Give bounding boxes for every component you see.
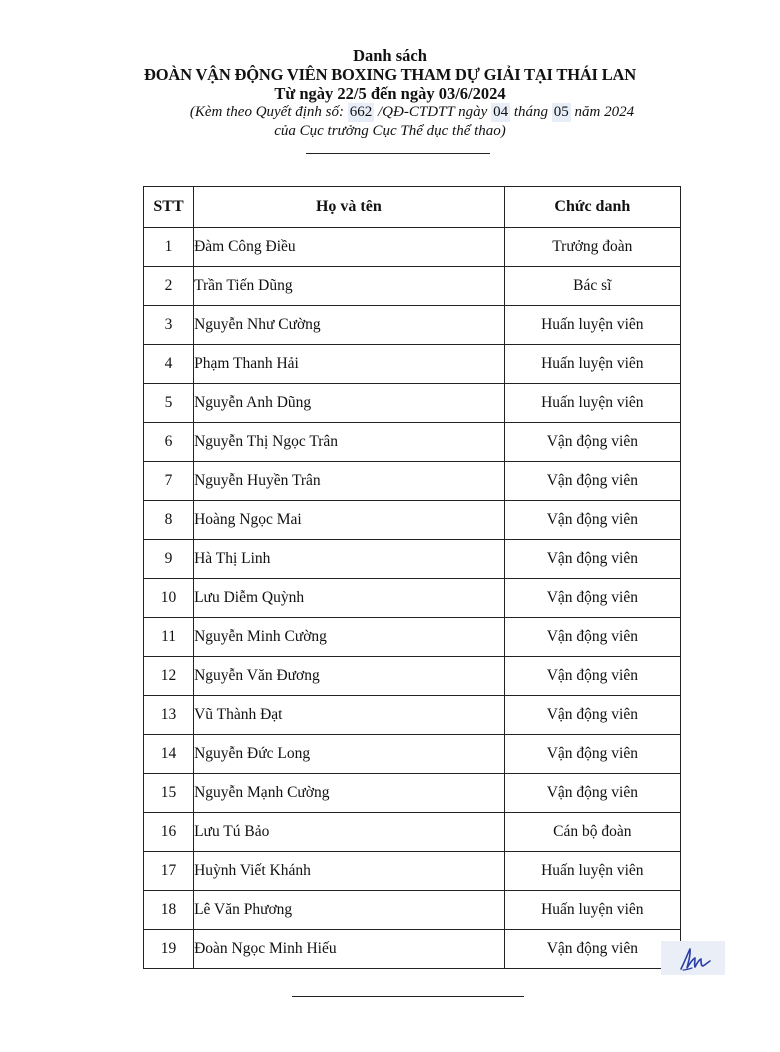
cell-stt: 4 <box>144 345 194 384</box>
roster-body <box>144 228 681 969</box>
table-row <box>144 384 681 423</box>
cell-role: Vận động viên <box>504 696 680 735</box>
table-row <box>144 462 681 501</box>
cell-name: Nguyễn Như Cường <box>194 306 505 345</box>
cell-name: Nguyễn Thị Ngọc Trân <box>194 423 505 462</box>
decision-number: 662 <box>349 104 373 120</box>
cell-name: Hà Thị Linh <box>194 540 505 579</box>
table-row <box>144 267 681 306</box>
roster-table <box>143 186 681 969</box>
cell-stt: 11 <box>144 618 194 657</box>
cell-role: Huấn luyện viên <box>504 384 680 423</box>
cell-stt: 7 <box>144 462 194 501</box>
cell-stt: 12 <box>144 657 194 696</box>
table-row <box>144 774 681 813</box>
cell-stt: 10 <box>144 579 194 618</box>
table-header-row <box>144 187 681 228</box>
table-row <box>144 657 681 696</box>
cell-name: Nguyễn Anh Dũng <box>194 384 505 423</box>
cell-name: Phạm Thanh Hải <box>194 345 505 384</box>
table-row <box>144 618 681 657</box>
decision-month-prefix: tháng <box>510 104 552 120</box>
cell-role: Vận động viên <box>504 735 680 774</box>
cell-role: Vận động viên <box>504 501 680 540</box>
cell-role: Huấn luyện viên <box>504 306 680 345</box>
cell-role: Vận động viên <box>504 579 680 618</box>
doc-title: ĐOÀN VẬN ĐỘNG VIÊN BOXING THAM DỰ GIẢI TẠI THÁI LAN <box>144 65 636 84</box>
signature-icon <box>661 941 725 975</box>
cell-name: Nguyễn Đức Long <box>194 735 505 774</box>
cell-stt: 8 <box>144 501 194 540</box>
header-divider <box>306 153 490 154</box>
cell-stt: 6 <box>144 423 194 462</box>
cell-stt: 1 <box>144 228 194 267</box>
decision-prefix: (Kèm theo Quyết định số: <box>189 104 348 120</box>
table-row <box>144 579 681 618</box>
doc-heading: Danh sách <box>353 46 427 65</box>
table-row <box>144 228 681 267</box>
table-row <box>144 813 681 852</box>
table-row <box>144 501 681 540</box>
cell-name: Đàm Công Điều <box>194 228 505 267</box>
cell-name: Nguyễn Huyền Trân <box>194 462 505 501</box>
table-row <box>144 540 681 579</box>
decision-month: 05 <box>553 104 569 120</box>
doc-date-range: Từ ngày 22/5 đến ngày 03/6/2024 <box>274 84 506 103</box>
decision-reference <box>22 103 780 122</box>
table-row <box>144 306 681 345</box>
table-row <box>144 345 681 384</box>
cell-role: Huấn luyện viên <box>504 852 680 891</box>
cell-stt: 19 <box>144 930 194 969</box>
cell-role: Vận động viên <box>504 930 680 969</box>
cell-role: Huấn luyện viên <box>504 345 680 384</box>
table-row <box>144 696 681 735</box>
cell-role: Vận động viên <box>504 774 680 813</box>
cell-stt: 13 <box>144 696 194 735</box>
cell-name: Nguyễn Minh Cường <box>194 618 505 657</box>
cell-stt: 9 <box>144 540 194 579</box>
cell-name: Trần Tiến Dũng <box>194 267 505 306</box>
cell-stt: 3 <box>144 306 194 345</box>
cell-role: Cán bộ đoàn <box>504 813 680 852</box>
cell-name: Huỳnh Viết Khánh <box>194 852 505 891</box>
cell-role: Trưởng đoàn <box>504 228 680 267</box>
cell-stt: 14 <box>144 735 194 774</box>
table-row <box>144 891 681 930</box>
cell-stt: 17 <box>144 852 194 891</box>
cell-stt: 2 <box>144 267 194 306</box>
cell-role: Vận động viên <box>504 462 680 501</box>
column-header-role: Chức danh <box>504 187 680 228</box>
document-header <box>0 46 780 141</box>
cell-name: Lưu Tú Bảo <box>194 813 505 852</box>
column-header-stt: STT <box>144 187 194 228</box>
cell-stt: 18 <box>144 891 194 930</box>
cell-name: Vũ Thành Đạt <box>194 696 505 735</box>
cell-name: Lưu Diễm Quỳnh <box>194 579 505 618</box>
decision-day: 04 <box>493 104 509 120</box>
cell-name: Đoàn Ngọc Minh Hiếu <box>194 930 505 969</box>
cell-name: Lê Văn Phương <box>194 891 505 930</box>
table-row <box>144 423 681 462</box>
cell-stt: 16 <box>144 813 194 852</box>
table-row <box>144 852 681 891</box>
cell-role: Vận động viên <box>504 423 680 462</box>
cell-role: Huấn luyện viên <box>504 891 680 930</box>
cell-role: Vận động viên <box>504 540 680 579</box>
column-header-name: Họ và tên <box>194 187 505 228</box>
table-row <box>144 735 681 774</box>
cell-name: Hoàng Ngọc Mai <box>194 501 505 540</box>
cell-name: Nguyễn Văn Đương <box>194 657 505 696</box>
decision-year: năm 2024 <box>570 104 635 120</box>
cell-stt: 15 <box>144 774 194 813</box>
footer-divider <box>292 996 524 997</box>
decision-issuer: của Cục trưởng Cục Thể dục thể thao) <box>274 123 506 139</box>
cell-role: Vận động viên <box>504 657 680 696</box>
cell-stt: 5 <box>144 384 194 423</box>
cell-name: Nguyễn Mạnh Cường <box>194 774 505 813</box>
cell-role: Vận động viên <box>504 618 680 657</box>
cell-role: Bác sĩ <box>504 267 680 306</box>
decision-mid: /QĐ-CTDTT ngày <box>374 104 492 120</box>
table-row <box>144 930 681 969</box>
